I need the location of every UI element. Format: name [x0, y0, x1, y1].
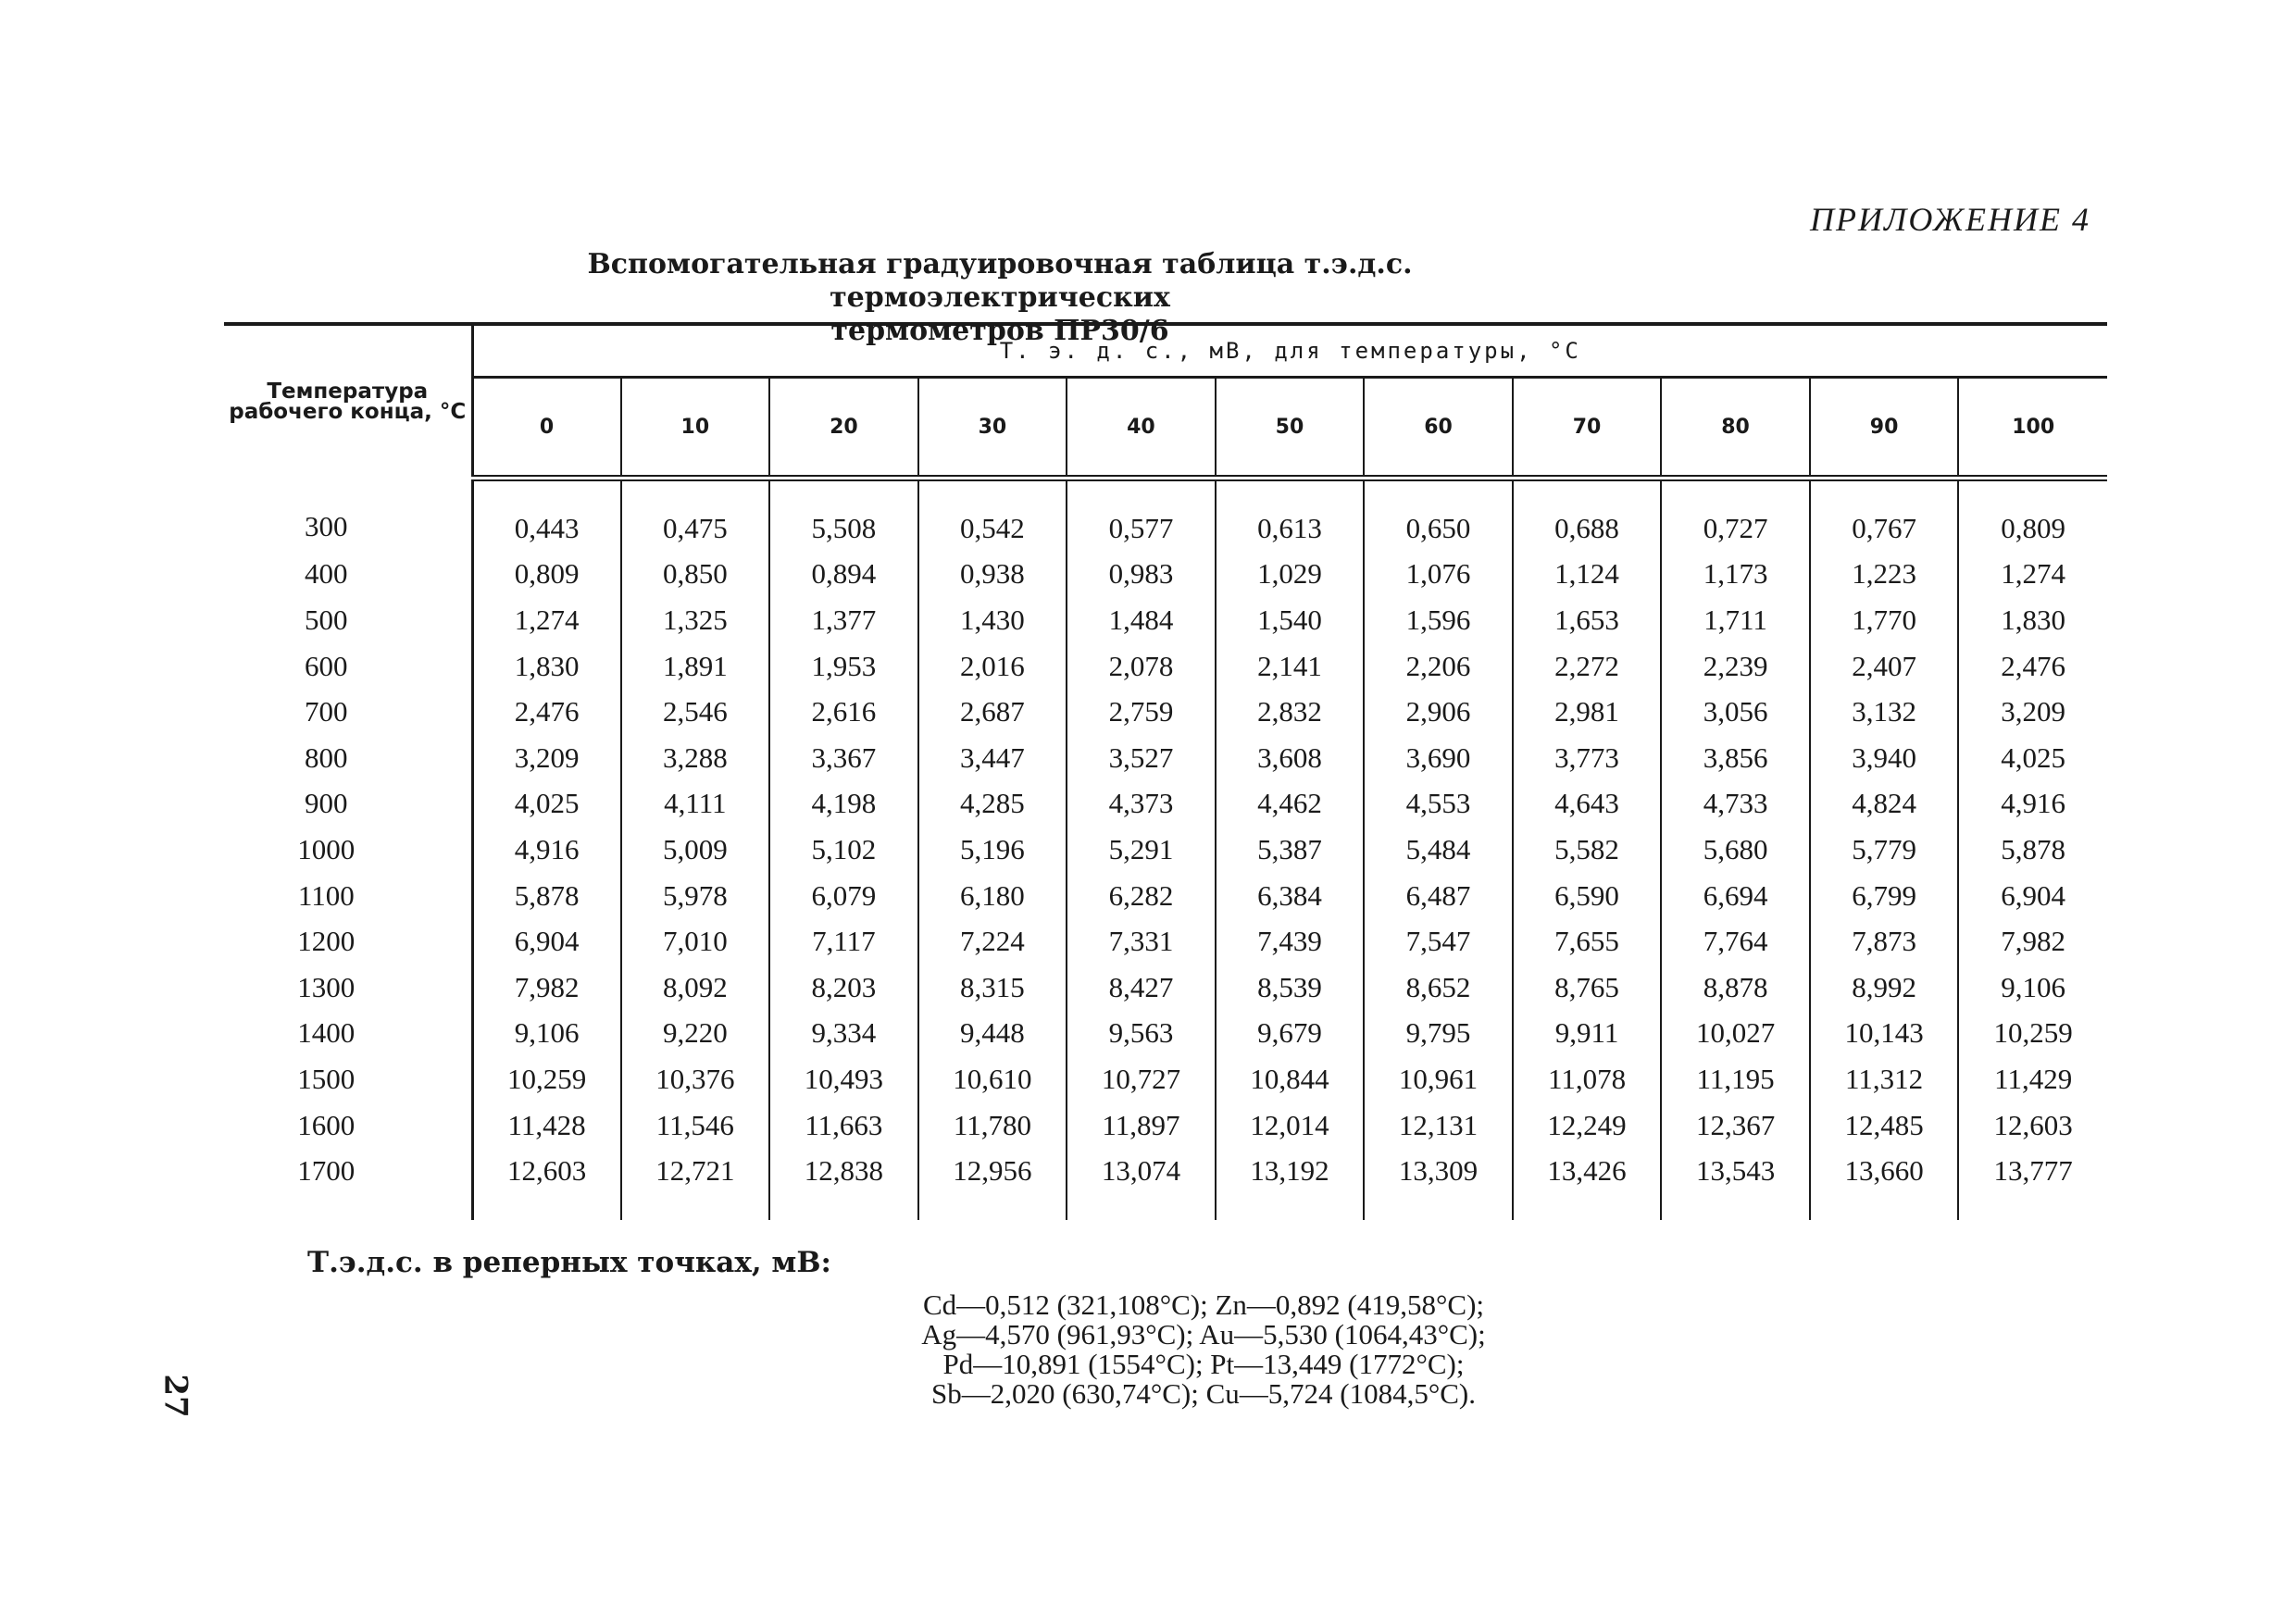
table-row: [224, 479, 2107, 552]
table-cell: 1,653: [1513, 597, 1662, 643]
row-temperature: 1700: [224, 1148, 472, 1220]
table-cell: 0,938: [918, 552, 1067, 598]
table-cell: 4,025: [514, 787, 580, 820]
row-temperature: 1100: [224, 873, 472, 919]
table-cell: 0,894: [769, 552, 918, 598]
table-row: [224, 965, 2107, 1011]
row-temperature: 1500: [224, 1056, 472, 1102]
reference-line: Cd—0,512 (321,108°C); Zn—0,892 (419,58°C);: [922, 1288, 1485, 1321]
table-cell: 1,711: [1661, 597, 1810, 643]
table-cell: 13,309: [1364, 1148, 1513, 1220]
table-cell: 3,132: [1810, 689, 1959, 735]
table-cell: 1,430: [918, 597, 1067, 643]
table-row: [224, 1056, 2107, 1102]
column-header: 80: [1661, 378, 1810, 479]
table-cell: 10,961: [1364, 1056, 1513, 1102]
table-cell: 8,203: [769, 965, 918, 1011]
table-cell: 7,982: [514, 970, 580, 1003]
table-cell: 0,850: [621, 552, 770, 598]
table-cell: 2,272: [1513, 643, 1662, 690]
table-cell: 9,795: [1364, 1011, 1513, 1057]
table-cell: 7,655: [1513, 918, 1662, 965]
table-cell: 4,824: [1810, 781, 1959, 828]
table-cell: 13,074: [1067, 1148, 1216, 1220]
table-cell: 3,690: [1364, 735, 1513, 781]
table-row: [224, 827, 2107, 873]
row-temperature: 300: [224, 479, 472, 552]
table-cell: 0,577: [1067, 479, 1216, 552]
table-cell: 5,978: [621, 873, 770, 919]
table-cell: 6,799: [1810, 873, 1959, 919]
table-cell: 4,373: [1067, 781, 1216, 828]
table-row: [224, 552, 2107, 598]
column-header: 30: [918, 378, 1067, 479]
table-cell: 9,911: [1513, 1011, 1662, 1057]
table-cell: 12,131: [1364, 1102, 1513, 1149]
table-row: [224, 735, 2107, 781]
table-cell: 1,830: [1958, 597, 2107, 643]
row-temperature: 600: [224, 643, 472, 690]
table-cell: 2,407: [1810, 643, 1959, 690]
calibration-table: [224, 322, 2107, 1220]
table-cell: 2,616: [769, 689, 918, 735]
table-cell: 6,590: [1513, 873, 1662, 919]
table-cell: 1,124: [1513, 552, 1662, 598]
row-temperature: 700: [224, 689, 472, 735]
table-cell: 2,759: [1067, 689, 1216, 735]
row-temperature: 400: [224, 552, 472, 598]
table-cell: 8,539: [1216, 965, 1365, 1011]
table-cell: 4,198: [769, 781, 918, 828]
page-number: 27: [156, 1374, 194, 1418]
table-cell: 7,873: [1810, 918, 1959, 965]
column-header: 70: [1513, 378, 1662, 479]
table-cell: 2,546: [621, 689, 770, 735]
row-temperature: 1400: [224, 1011, 472, 1057]
table-cell: 5,508: [769, 479, 918, 552]
table-cell: 6,694: [1661, 873, 1810, 919]
table-cell: 10,259: [506, 1062, 587, 1095]
table-cell: 12,603: [1958, 1102, 2107, 1149]
table-cell: 5,680: [1661, 827, 1810, 873]
table-row: [224, 781, 2107, 828]
table-cell: 9,448: [918, 1011, 1067, 1057]
table-cell: 7,764: [1661, 918, 1810, 965]
table-cell: 4,553: [1364, 781, 1513, 828]
table-cell: 9,679: [1216, 1011, 1365, 1057]
table-cell: 3,056: [1661, 689, 1810, 735]
table-cell: 2,141: [1216, 643, 1365, 690]
table-cell: 6,384: [1216, 873, 1365, 919]
table-cell: 2,981: [1513, 689, 1662, 735]
table-cell: 3,940: [1810, 735, 1959, 781]
table-cell: 13,660: [1810, 1148, 1959, 1220]
table-cell: 3,209: [514, 741, 580, 774]
table-cell: 3,608: [1216, 735, 1365, 781]
table-cell: 2,476: [1958, 643, 2107, 690]
table-cell: 5,878: [514, 878, 580, 912]
table-cell: 6,079: [769, 873, 918, 919]
table-cell: 0,688: [1513, 479, 1662, 552]
table-cell: 12,249: [1513, 1102, 1662, 1149]
table-cell: 5,291: [1067, 827, 1216, 873]
table-cell: 2,016: [918, 643, 1067, 690]
table-cell: 7,982: [1958, 918, 2107, 965]
table-cell: 6,904: [1958, 873, 2107, 919]
table-cell: 1,029: [1216, 552, 1365, 598]
table-cell: 8,878: [1661, 965, 1810, 1011]
reference-line: Sb—2,020 (630,74°C); Cu—5,724 (1084,5°C).: [931, 1377, 1476, 1410]
reference-line: Pd—10,891 (1554°C); Pt—13,449 (1772°C);: [942, 1348, 1465, 1380]
table-cell: 2,078: [1067, 643, 1216, 690]
table-cell: 7,547: [1364, 918, 1513, 965]
table-cell: 2,239: [1661, 643, 1810, 690]
table-cell: 8,652: [1364, 965, 1513, 1011]
table-cell: 5,387: [1216, 827, 1365, 873]
table-cell: 1,596: [1364, 597, 1513, 643]
table-cell: 3,209: [1958, 689, 2107, 735]
row-temperature: 1000: [224, 827, 472, 873]
table-cell: 9,106: [1958, 965, 2107, 1011]
column-header: 50: [1216, 378, 1365, 479]
row-temperature: 500: [224, 597, 472, 643]
table-cell: 11,195: [1661, 1056, 1810, 1102]
table-cell: 0,727: [1661, 479, 1810, 552]
table-cell: 5,779: [1810, 827, 1959, 873]
table-cell: 0,809: [514, 557, 580, 591]
table-cell: 7,331: [1067, 918, 1216, 965]
table-row: [224, 918, 2107, 965]
row-temperature: 800: [224, 735, 472, 781]
table-cell: 3,773: [1513, 735, 1662, 781]
table-cell: 0,650: [1364, 479, 1513, 552]
table-cell: 11,078: [1513, 1056, 1662, 1102]
table-cell: 2,687: [918, 689, 1067, 735]
table-cell: 2,206: [1364, 643, 1513, 690]
table-cell: 8,315: [918, 965, 1067, 1011]
table-cell: 8,092: [621, 965, 770, 1011]
table-cell: 1,076: [1364, 552, 1513, 598]
table-cell: 10,376: [621, 1056, 770, 1102]
table-cell: 4,643: [1513, 781, 1662, 828]
table-cell: 0,809: [1958, 479, 2107, 552]
table-cell: 2,906: [1364, 689, 1513, 735]
table-cell: 7,010: [621, 918, 770, 965]
table-cell: 5,102: [769, 827, 918, 873]
table-cell: 1,540: [1216, 597, 1365, 643]
table-cell: 5,878: [1958, 827, 2107, 873]
table-cell: 11,897: [1067, 1102, 1216, 1149]
table-cell: 9,563: [1067, 1011, 1216, 1057]
table-cell: 6,180: [918, 873, 1067, 919]
column-header: 100: [1958, 378, 2107, 479]
table-row: [224, 597, 2107, 643]
table-cell: 12,603: [506, 1154, 587, 1188]
table-cell: 8,765: [1513, 965, 1662, 1011]
column-header: 20: [769, 378, 918, 479]
table-cell: 1,891: [621, 643, 770, 690]
table-cell: 11,546: [621, 1102, 770, 1149]
table-cell: 10,259: [1958, 1011, 2107, 1057]
table-cell: 4,025: [1958, 735, 2107, 781]
table-cell: 6,487: [1364, 873, 1513, 919]
table-cell: 5,484: [1364, 827, 1513, 873]
reference-line: Ag—4,570 (961,93°C); Au—5,530 (1064,43°C);: [921, 1318, 1486, 1350]
table-cell: 3,856: [1661, 735, 1810, 781]
table-cell: 3,447: [918, 735, 1067, 781]
table-cell: 11,429: [1958, 1056, 2107, 1102]
table-cell: 6,282: [1067, 873, 1216, 919]
table-cell: 0,983: [1067, 552, 1216, 598]
column-header-row: [224, 378, 2107, 479]
table-cell: 4,462: [1216, 781, 1365, 828]
appendix-label: ПРИЛОЖЕНИЕ 4: [1810, 201, 2090, 238]
column-header: 10: [621, 378, 770, 479]
table-cell: 11,312: [1810, 1056, 1959, 1102]
table-cell: 1,770: [1810, 597, 1959, 643]
table-body: [224, 479, 2107, 1220]
table-cell: 7,117: [769, 918, 918, 965]
table-cell: 3,527: [1067, 735, 1216, 781]
table-cell: 5,009: [621, 827, 770, 873]
table-cell: 9,106: [514, 1016, 580, 1050]
table-cell: 2,476: [514, 695, 580, 728]
table-cell: 10,727: [1067, 1056, 1216, 1102]
table-cell: 0,542: [918, 479, 1067, 552]
reference-points-list: [833, 1290, 1574, 1409]
table-cell: 11,428: [507, 1108, 586, 1141]
row-temperature: 1600: [224, 1102, 472, 1149]
table-cell: 9,334: [769, 1011, 918, 1057]
table-cell: 3,288: [621, 735, 770, 781]
table-row: [224, 689, 2107, 735]
title-line-2: термометров ПР30/6: [830, 315, 1169, 347]
table-cell: 1,830: [514, 649, 580, 682]
table-cell: 5,196: [918, 827, 1067, 873]
table-cell: 10,610: [918, 1056, 1067, 1102]
table-row: [224, 873, 2107, 919]
table-cell: 12,014: [1216, 1102, 1365, 1149]
table-cell: 0,475: [621, 479, 770, 552]
table-cell: 10,493: [769, 1056, 918, 1102]
table-cell: 13,426: [1513, 1148, 1662, 1220]
table-cell: 8,427: [1067, 965, 1216, 1011]
table-cell: 7,224: [918, 918, 1067, 965]
row-temperature: 900: [224, 781, 472, 828]
table-cell: 4,916: [514, 832, 580, 865]
row-temperature: 1300: [224, 965, 472, 1011]
column-header: 40: [1067, 378, 1216, 479]
table-cell: 12,721: [621, 1148, 770, 1220]
reference-points-title: Т.э.д.с. в реперных точках, мВ:: [307, 1246, 831, 1279]
table-cell: 1,274: [1958, 552, 2107, 598]
table-cell: 0,443: [514, 511, 580, 544]
table-cell: 7,439: [1216, 918, 1365, 965]
table-row: [224, 643, 2107, 690]
table-cell: 13,192: [1216, 1148, 1365, 1220]
column-header: 60: [1364, 378, 1513, 479]
row-header: Температура рабочего конца, °С: [224, 324, 472, 479]
table-cell: 11,780: [918, 1102, 1067, 1149]
table-cell: 0,767: [1810, 479, 1959, 552]
table-cell: 8,992: [1810, 965, 1959, 1011]
table-cell: 4,916: [1958, 781, 2107, 828]
table-cell: 1,953: [769, 643, 918, 690]
table-cell: 12,485: [1810, 1102, 1959, 1149]
table-cell: 6,904: [514, 925, 580, 958]
table-cell: 1,484: [1067, 597, 1216, 643]
table-cell: 13,543: [1661, 1148, 1810, 1220]
table-row: [224, 1102, 2107, 1149]
table-cell: 4,285: [918, 781, 1067, 828]
table-cell: 11,663: [769, 1102, 918, 1149]
table-row: [224, 1011, 2107, 1057]
table-cell: 5,582: [1513, 827, 1662, 873]
table-cell: 1,274: [514, 603, 580, 636]
table-cell: 1,325: [621, 597, 770, 643]
table-cell: 3,367: [769, 735, 918, 781]
column-header: 0: [472, 378, 621, 479]
table-cell: 4,733: [1661, 781, 1810, 828]
row-temperature: 1200: [224, 918, 472, 965]
table-cell: 4,111: [621, 781, 770, 828]
table-cell: 2,832: [1216, 689, 1365, 735]
table-cell: 1,377: [769, 597, 918, 643]
group-header: Т. э. д. с., мВ, для температуры, °С: [472, 324, 2107, 378]
title-line-1: Вспомогательная градуировочная таблица т.э.д.с. термоэлектрических: [587, 248, 1413, 314]
column-header: 90: [1810, 378, 1959, 479]
table-cell: 10,844: [1216, 1056, 1365, 1102]
table-row: [224, 1148, 2107, 1220]
table-cell: 10,027: [1661, 1011, 1810, 1057]
table-cell: 12,956: [918, 1148, 1067, 1220]
table-cell: 1,173: [1661, 552, 1810, 598]
table-cell: 0,613: [1216, 479, 1365, 552]
table-cell: 9,220: [621, 1011, 770, 1057]
table-cell: 12,838: [769, 1148, 918, 1220]
table-cell: 12,367: [1661, 1102, 1810, 1149]
table-cell: 10,143: [1810, 1011, 1959, 1057]
table-cell: 1,223: [1810, 552, 1959, 598]
table-cell: 13,777: [1958, 1148, 2107, 1220]
